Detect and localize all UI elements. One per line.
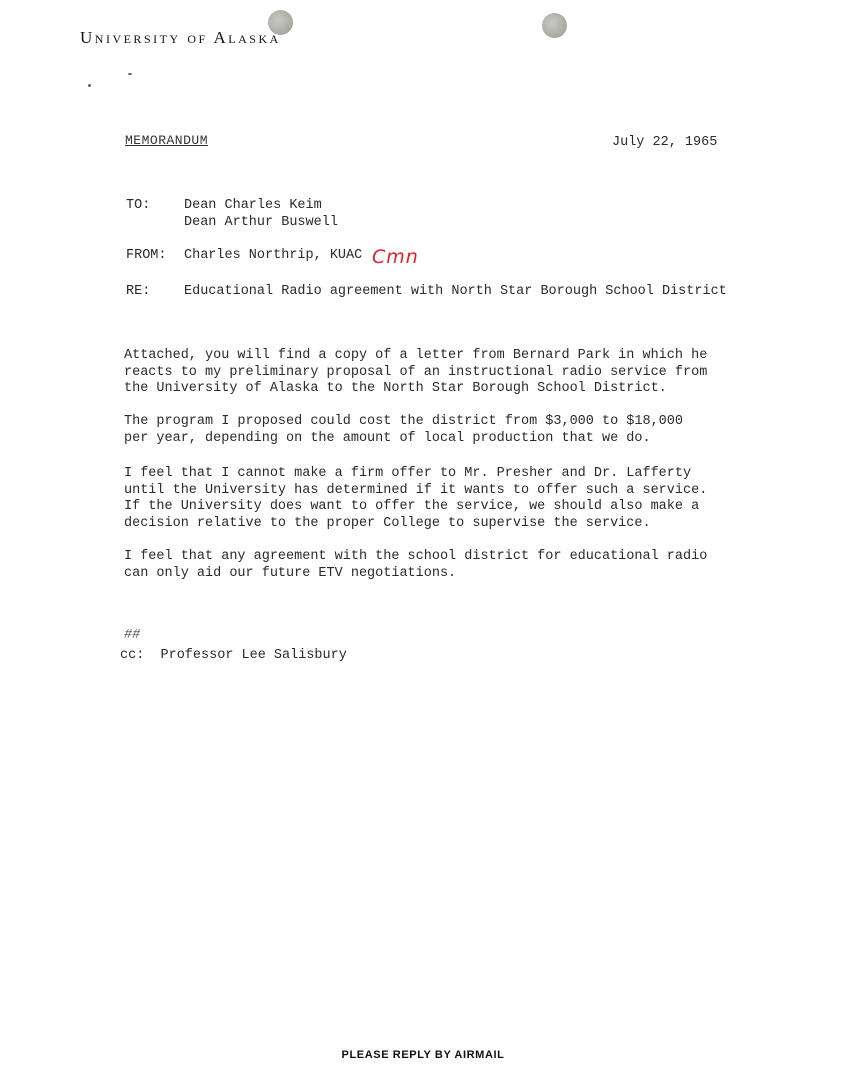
re-subject: Educational Radio agreement with North Star Borough School District xyxy=(184,284,727,299)
re-label: RE: xyxy=(126,284,151,299)
letterhead: University of Alaska xyxy=(80,28,281,47)
memo-date: July 22, 1965 xyxy=(612,135,718,150)
body-line: Attached, you will find a copy of a letter from Bernard Park in which he xyxy=(124,348,708,363)
from-label: FROM: xyxy=(126,248,167,263)
body-line: reacts to my preliminary proposal of an instructional radio service from xyxy=(124,364,708,380)
body-line: can only aid our future ETV negotiations. xyxy=(124,565,457,581)
to-recipient-2: Dean Arthur Buswell xyxy=(184,215,338,230)
body-paragraph-3 xyxy=(124,466,744,532)
body-line: decision relative to the proper College to supervise the service. xyxy=(124,515,651,531)
body-line: If the University does want to offer the service, we should also make a xyxy=(124,499,700,515)
body-line: the University of Alaska to the North Star Borough School District. xyxy=(124,381,667,397)
from-value: Charles Northrip, KUAC xyxy=(184,248,363,263)
speck xyxy=(128,73,132,75)
body-line: I feel that any agreement with the school district for educational radio xyxy=(124,549,708,564)
to-recipient-1: Dean Charles Keim xyxy=(184,198,322,213)
body-paragraph-2 xyxy=(124,414,744,447)
body-line: The program I proposed could cost the district from $3,000 to $18,000 xyxy=(124,414,683,429)
punch-hole-right xyxy=(542,13,567,38)
body-line: I feel that I cannot make a firm offer to Mr. Presher and Dr. Lafferty xyxy=(124,466,692,481)
footer-airmail-notice: PLEASE REPLY BY AIRMAIL xyxy=(341,1049,505,1061)
body-paragraph-1 xyxy=(124,348,744,398)
memo-label: MEMORANDUM xyxy=(125,133,209,148)
to-label: TO: xyxy=(126,198,151,213)
body-line: until the University has determined if it wants to offer such a service. xyxy=(124,482,708,498)
closing-mark: ## xyxy=(124,628,141,643)
body-paragraph-4 xyxy=(124,549,744,582)
cc-line: cc: Professor Lee Salisbury xyxy=(120,648,347,663)
speck xyxy=(88,84,91,87)
handwritten-initials: Cmn xyxy=(372,246,419,268)
body-line: per year, depending on the amount of local production that we do. xyxy=(124,430,651,446)
